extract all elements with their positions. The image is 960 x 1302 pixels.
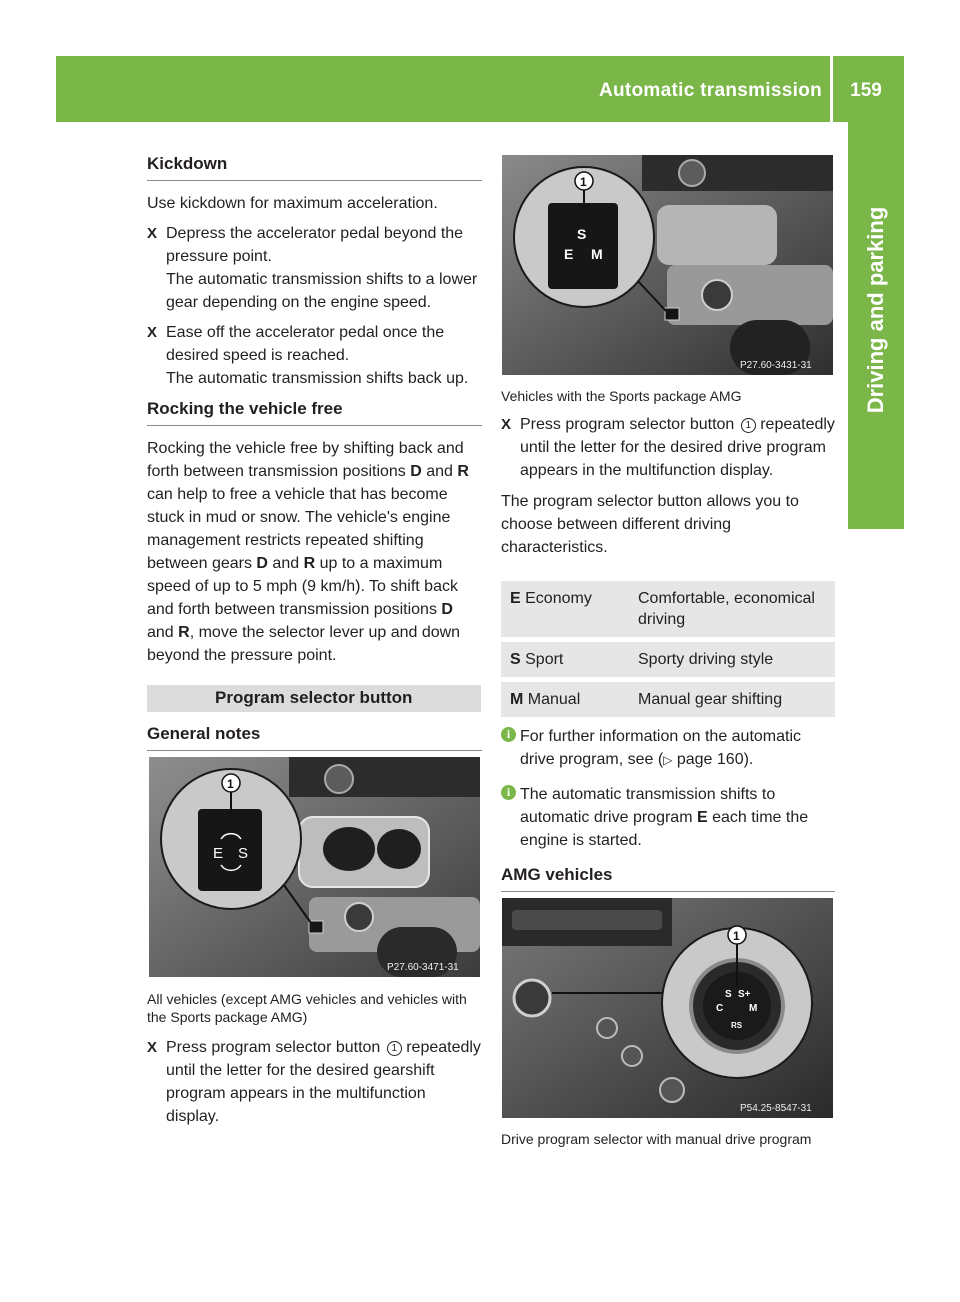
- program-step: [147, 1036, 482, 1128]
- program-row: [501, 581, 835, 637]
- chapter-marker: [848, 485, 904, 529]
- step-arrow-icon: X: [501, 416, 512, 433]
- program-table: [501, 576, 835, 722]
- kickdown-step-1: [147, 222, 482, 314]
- photo-caption: Vehicles with the Sports package AMG: [501, 388, 742, 404]
- photo-caption: Drive program selector with manual drive program: [501, 1131, 812, 1147]
- step-text: Press program selector button 1 repeatedly until the letter for the desired gearshift program appears in the multifunction display.: [166, 1039, 481, 1125]
- program-description: Comfortable, economical driving: [629, 581, 835, 637]
- amg-heading: AMG vehicles: [501, 863, 835, 892]
- program-selector-heading: Program selector button: [147, 685, 481, 712]
- step-arrow-icon: X: [147, 1039, 158, 1056]
- program-table-grid: [501, 576, 835, 722]
- callout-reference: 1: [741, 418, 756, 433]
- step-text: Ease off the accelerator pedal once the desired speed is reached.: [166, 324, 445, 364]
- program-name: Manual: [527, 691, 581, 708]
- kickdown-heading: Kickdown: [147, 152, 482, 181]
- kickdown-section: [147, 152, 482, 390]
- button-label-e: E: [213, 845, 224, 862]
- program-name-cell: [501, 642, 629, 677]
- rocking-section: [147, 397, 482, 667]
- program-row: [501, 682, 835, 717]
- image-code: P27.60-3431-31: [740, 360, 812, 371]
- callout-number: 1: [580, 175, 587, 189]
- section-title: Automatic transmission: [598, 80, 822, 101]
- sports-selector-photo: [502, 155, 833, 375]
- selector-intro: The program selector button allows you to choose between different driving characteristics.: [501, 493, 799, 556]
- program-letter: E: [510, 590, 521, 607]
- dial-label-splus: S+: [738, 989, 751, 1000]
- program-selector-photo: [149, 757, 480, 977]
- dial-label-rs: RS: [731, 1021, 743, 1030]
- program-name-cell: [501, 581, 629, 637]
- program-name: Sport: [525, 651, 564, 668]
- chapter-tab: [848, 122, 904, 497]
- callout-number: 1: [227, 777, 234, 791]
- photo-caption: All vehicles (except AMG vehicles and vehicles with the Sports package AMG): [147, 991, 467, 1025]
- general-notes-heading: General notes: [147, 722, 482, 751]
- amg-selector-photo: [502, 898, 833, 1118]
- chapter-tab-label: Driving and parking: [863, 206, 888, 413]
- step-text: Depress the accelerator pedal beyond the pressure point.: [166, 225, 464, 265]
- program-description: Manual gear shifting: [629, 682, 835, 717]
- program-letter: S: [510, 651, 521, 668]
- info-icon: i: [501, 727, 516, 742]
- console-illustration: [149, 757, 480, 977]
- general-notes-body: [147, 990, 482, 1128]
- general-notes-section: [147, 722, 482, 751]
- program-name-cell: [501, 682, 629, 717]
- callout-number: 1: [733, 929, 740, 943]
- info-text: For further information on the automatic drive program, see (▷ page 160).: [520, 728, 802, 768]
- program-name: Economy: [525, 590, 592, 607]
- program-letter: M: [510, 691, 524, 708]
- image-code: P27.60-3471-31: [387, 962, 459, 973]
- kickdown-step-2: [147, 321, 482, 390]
- info-notes: [501, 725, 835, 852]
- amg-caption-block: [501, 1130, 835, 1148]
- page-arrow-icon: ▷: [663, 753, 673, 767]
- page-reference[interactable]: page 160).: [672, 751, 754, 768]
- info-icon: i: [501, 785, 516, 800]
- amg-section: [501, 863, 835, 892]
- button-label-e: E: [564, 246, 574, 262]
- program-selector-banner: [147, 685, 481, 712]
- dial-label-m: M: [749, 1003, 758, 1014]
- image-code: P54.25-8547-31: [740, 1103, 812, 1114]
- button-label-s: S: [238, 845, 249, 862]
- sports-console-illustration: [502, 155, 833, 375]
- dial-label-s: S: [725, 989, 732, 1000]
- page-number: 159: [850, 80, 882, 101]
- step-result: The automatic transmission shifts back up.: [166, 370, 469, 387]
- header-divider: [830, 56, 833, 122]
- info-text: The automatic transmission shifts to automatic drive program E each time the engine is started.: [520, 786, 809, 849]
- info-note-2: [501, 783, 835, 852]
- button-label-m: M: [591, 246, 603, 262]
- sports-step: [501, 413, 835, 482]
- kickdown-intro: Use kickdown for maximum acceleration.: [147, 195, 438, 212]
- step-arrow-icon: X: [147, 324, 158, 341]
- step-arrow-icon: X: [147, 225, 158, 242]
- dial-label-c: C: [716, 1003, 724, 1014]
- rocking-heading: Rocking the vehicle free: [147, 397, 482, 426]
- step-text: Press program selector button 1 repeatedly until the letter for the desired drive program appears in the multifunction display.: [520, 416, 835, 479]
- info-note-1: [501, 725, 835, 772]
- button-label-s: S: [577, 226, 587, 242]
- sports-package-body: [501, 387, 835, 559]
- program-description: Sporty driving style: [629, 642, 835, 677]
- rocking-paragraph: Rocking the vehicle free by shifting back and forth between transmission positions D and R can help to free a vehicle that has become stuck in mud or snow. The vehicle's engine management restricts repeated shifting between gears D and R up to a maximum speed of up to 5 mph (9 km/h). To shift back and forth between transmission positions D and R, move the selector lever up and down beyond the pressure point.: [147, 440, 469, 664]
- amg-console-illustration: [502, 898, 833, 1118]
- program-row: [501, 642, 835, 677]
- step-result: The automatic transmission shifts to a lower gear depending on the engine speed.: [166, 271, 478, 311]
- callout-reference: 1: [387, 1041, 402, 1056]
